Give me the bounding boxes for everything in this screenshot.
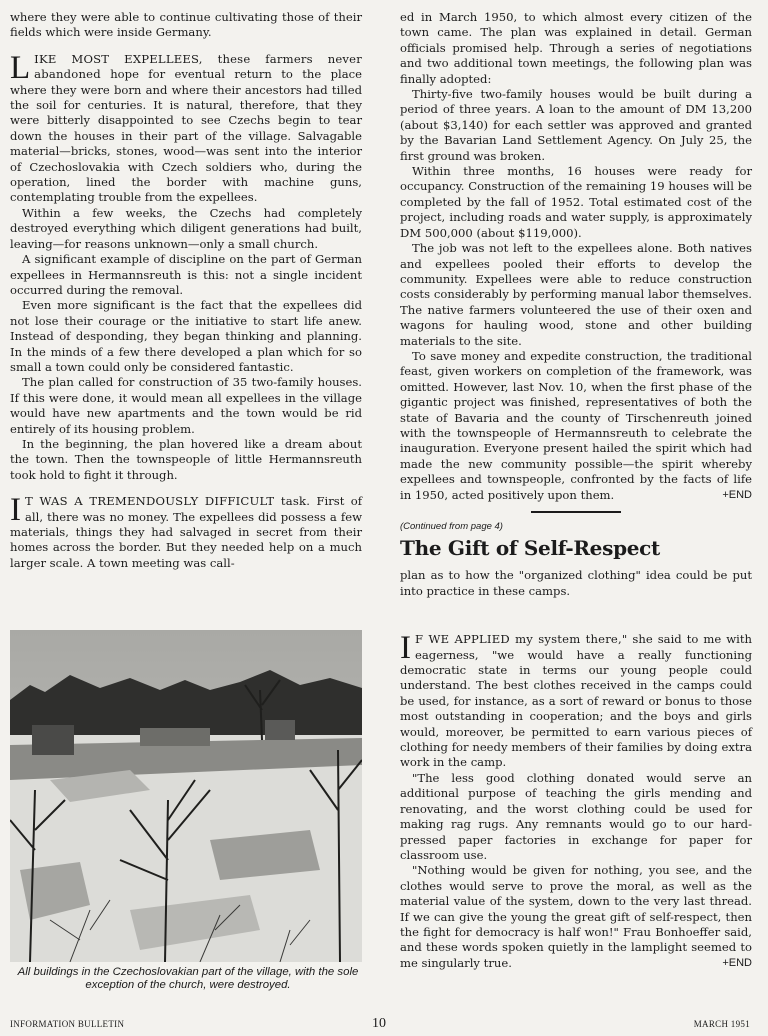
paragraph-text: First of all, there was no money. The expellees did possess a few materials, things they had salvaged in secret from their homes across the border. But they needed help on a much larger scale. A town meeting was call- bbox=[10, 494, 362, 570]
paragraph: plan as to how the "organized clothing" idea could be put into practice in these camps. bbox=[400, 568, 752, 598]
paragraph-system bbox=[400, 632, 752, 771]
paragraph: In the beginning, the plan hovered like a dream about the town. Then the townspeople of little Hermannsreuth took hold to fight it through. bbox=[10, 436, 362, 482]
paragraph: where they were able to continue cultivating those of their fields which were inside Germany. bbox=[10, 10, 362, 40]
publication-name: INFORMATION BULLETIN bbox=[10, 1019, 125, 1029]
paragraph: The plan called for construction of 35 two-family houses. If this were done, it would mean all expellees in the village would have new apartments and the town would be rid entirely of its housing problem. bbox=[10, 375, 362, 436]
paragraph: Thirty-five two-family houses would be built during a period of three years. A loan to the amount of DM 13,200 (about $3,140) for each settler was approved and granted by the Bavarian Land Settlement Agency. On July 25, the first ground was broken. bbox=[400, 87, 752, 163]
paragraph-difficult-task bbox=[10, 494, 362, 571]
village-photo bbox=[10, 630, 362, 962]
paragraph-expellees bbox=[10, 49, 362, 206]
paragraph-text: To save money and expedite construction, the traditional feast, given workers on completion of the framework, was omitted. However, last Nov. 10, when the first phase of the gigantic project was finished, representatives of both the state of Bavaria and the county of Tirschenreuth joined with the townspeople of Hermannsreuth to celebrate the inauguration. Everyone present hailed the spirit which had made the new community possible—the spirit whereby expellees and townspeople, confronted by the facts of life in 1950, acted positively upon them. bbox=[400, 348, 752, 502]
section-divider bbox=[531, 511, 621, 513]
paragraph: The job was not left to the expellees alone. Both natives and expellees pooled their efforts to develop the community. Expellees were able to reduce construction costs considerably by performing manual labor themselves. The native farmers volunteered the use of their oxen and wagons for hauling wood, stone and other building materials to the site. bbox=[400, 241, 752, 348]
drop-cap: I bbox=[10, 492, 21, 529]
issue-date: MARCH 1951 bbox=[693, 1019, 750, 1029]
left-column bbox=[10, 10, 362, 571]
continued-note: (Continued from page 4) bbox=[400, 521, 503, 532]
article-headline: The Gift of Self-Respect bbox=[400, 536, 660, 561]
drop-cap: L bbox=[10, 49, 31, 86]
lead-in: IKE MOST EXPELLEES, these farmers never abandoned bbox=[34, 51, 362, 82]
paragraph: A significant example of discipline on the part of German expellees in Hermannsreuth is this: not a single incident occurred during the removal. bbox=[10, 252, 362, 297]
lead-in: T WAS A TREMENDOUSLY DIFFICULT task. bbox=[25, 494, 311, 509]
photo-caption: All buildings in the Czechoslovakian part of the village, with the sole exception of the church, were destroyed. bbox=[17, 966, 359, 991]
paragraph-with-end bbox=[400, 863, 752, 971]
right-column bbox=[400, 10, 752, 971]
paragraph: "The less good clothing donated would serve an additional purpose of teaching the girls mending and renovating, and the worst clothing could be used for making rag rugs. Any remnants would go to our hard-pressed paper factories in exchange for paper for classroom use. bbox=[400, 770, 752, 862]
end-mark: +END bbox=[722, 488, 752, 501]
paragraph-text: "Nothing would be given for nothing, you see, and the clothes would serve to prove the moral, as well as the material value of the system, down to the very last thread. If we can give the young the great gift of self-respect, then the fight for democracy is half won!" Frau Bonhoeffer said, and these words spoken quietly in the lamplight seemed to me singularly true. bbox=[400, 863, 752, 970]
paragraph: Within three months, 16 houses were ready for occupancy. Construction of the remaining 19 houses will be completed by the fall of 1952. Total estimated cost of the project, including roads and water supply, is approximately DM 500,000 (about $119,000). bbox=[400, 164, 752, 240]
drop-cap: I bbox=[400, 630, 411, 667]
lead-in: F WE APPLIED my system there," bbox=[415, 632, 628, 647]
paragraph-text: hope for eventual return to the place where they were born and where their ancestors had tilled the soil for centuries. It is natural, therefore, that they were bitterly disappointed to see Czechs begin to tear down the houses in their part of the village. Salvagable material—bricks, stones, wood—was sent into the interior of Czechoslovakia with Czech soldiers who, during the operation, lined the border with machine guns, contemplating trouble from the expellees. bbox=[10, 67, 362, 205]
page-number: 10 bbox=[372, 1016, 386, 1031]
end-mark: +END bbox=[722, 956, 752, 969]
page-footer bbox=[0, 1016, 768, 1034]
snowy-village-image bbox=[10, 630, 362, 962]
paragraph: Within a few weeks, the Czechs had completely destroyed everything which diligent generations had built, leaving—for reasons unknown—only a small church. bbox=[10, 205, 362, 251]
paragraph-text: she said to me with eagerness, "we would have a really functioning democratic state in terms our young people could understand. The best clothes received in the camps could be used, for instance, as a sort of reward or bonus to those most outstanding in cooperation; and the boys and girls would, moreover, be permitted to earn various pieces of clothing for needy members of their families by doing extra work in the camp. bbox=[400, 632, 753, 770]
paragraph-with-end bbox=[400, 349, 752, 503]
paragraph: Even more significant is the fact that the expellees did not lose their courage or the initiative to start life anew. Instead of desponding, they began thinking and planning. In the minds of a few there developed a plan which for so small a town could only be considered fantastic. bbox=[10, 298, 362, 374]
spacer bbox=[400, 599, 752, 621]
paragraph: ed in March 1950, to which almost every citizen of the town came. The plan was explained in detail. German officials promised help. Through a series of negotiations and two additional town meetings, the following plan was finally adopted: bbox=[400, 10, 752, 86]
